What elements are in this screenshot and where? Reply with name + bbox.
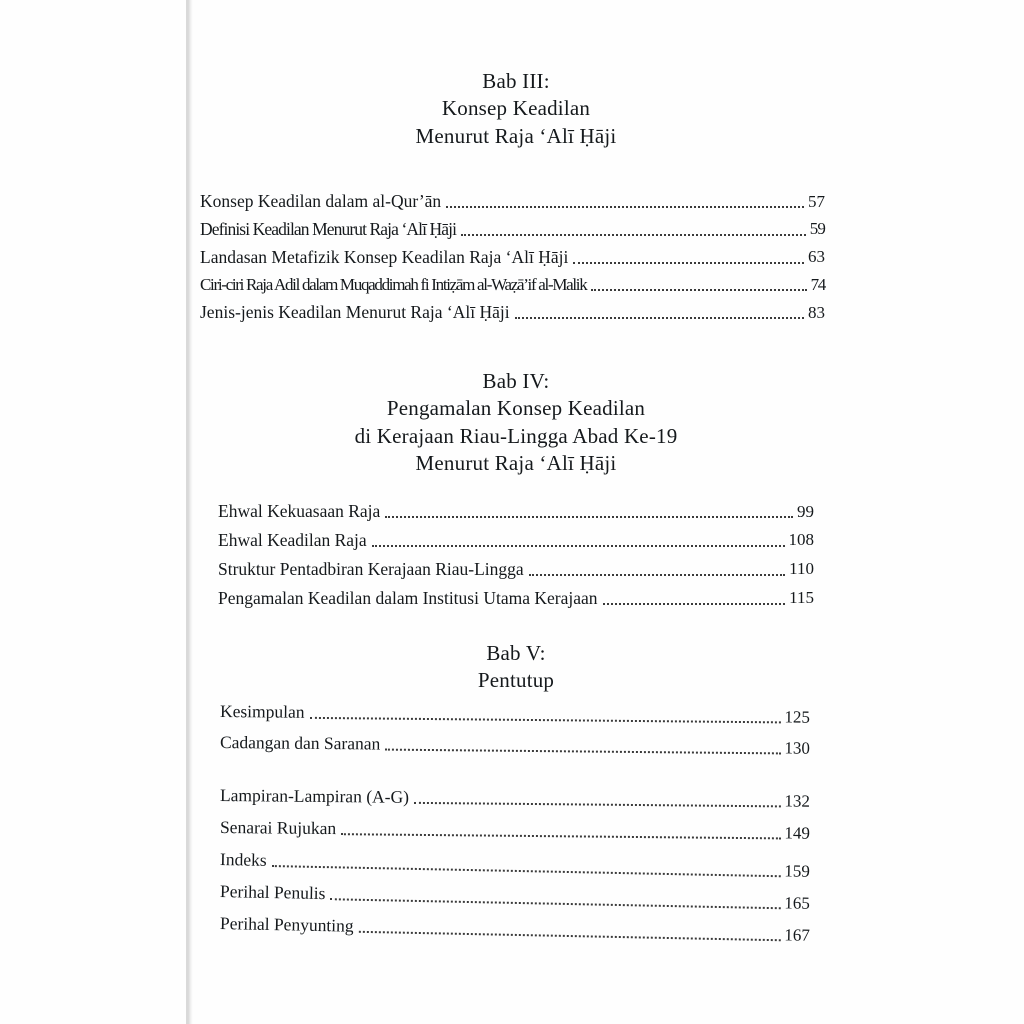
toc-entry-page: 159 (784, 860, 811, 881)
chapter-heading-line: Menurut Raja ‘Alī Ḥāji (415, 123, 617, 148)
toc-leader-dots (385, 515, 793, 518)
toc-list-bab-5 (220, 702, 810, 764)
chapter-heading-bab-5 (196, 640, 836, 695)
toc-entry-title: Landasan Metafizik Konsep Keadilan Raja ‘Alī Ḥāji (200, 246, 569, 267)
toc-list-back-matter (220, 786, 810, 945)
toc-entry-title: Definisi Keadilan Menurut Raja ‘Alī Ḥāji (200, 218, 457, 239)
chapter-heading-bab-3 (196, 68, 836, 150)
toc-entry[interactable] (200, 220, 825, 239)
chapter-heading-bab-4 (196, 368, 836, 477)
chapter-heading-line: Konsep Keadilan (441, 96, 591, 121)
toc-entry[interactable] (218, 560, 814, 579)
toc-entry-title: Cadangan dan Saranan (219, 731, 381, 754)
toc-entry-page: 149 (784, 822, 811, 843)
toc-entry-title: Perihal Penyunting (219, 912, 354, 936)
toc-entry-title: Pengamalan Keadilan dalam Institusi Utama Kerajaan (218, 587, 598, 608)
toc-leader-dots (272, 864, 781, 877)
chapter-heading-line: Menurut Raja ‘Alī Ḥāji (415, 450, 617, 475)
toc-leader-dots (414, 801, 780, 808)
chapter-heading-line: Pengamalan Konsep Keadilan (386, 396, 646, 421)
toc-entry[interactable] (200, 192, 825, 211)
toc-leader-dots (385, 747, 780, 754)
toc-list-bab-3 (200, 192, 825, 331)
toc-entry-page: 125 (784, 706, 811, 727)
toc-entry-title: Ciri-ciri Raja Adil dalam Muqaddimah fi Intiẓām al-Waẓā’if al-Malik (200, 274, 587, 294)
toc-leader-dots (591, 288, 806, 291)
toc-entry-page: 132 (784, 790, 811, 811)
toc-leader-dots (330, 897, 780, 909)
toc-entry-page: 108 (788, 530, 814, 550)
toc-entry-page: 165 (784, 892, 811, 913)
toc-entry-title: Jenis-jenis Keadilan Menurut Raja ‘Alī Ḥāji (200, 302, 510, 323)
toc-entry-title: Perihal Penulis (219, 880, 326, 903)
toc-entry[interactable] (218, 502, 814, 521)
toc-entry[interactable] (218, 589, 814, 608)
toc-entry-page: 167 (784, 924, 811, 944)
toc-entry[interactable] (218, 531, 814, 550)
toc-leader-dots (603, 602, 786, 605)
toc-leader-dots (446, 205, 804, 208)
toc-leader-dots (310, 716, 781, 724)
toc-entry[interactable] (200, 276, 825, 294)
toc-leader-dots (461, 233, 806, 236)
toc-entry-page: 115 (789, 588, 814, 608)
toc-entry-page: 110 (789, 559, 814, 579)
toc-entry-page: 130 (784, 737, 811, 758)
toc-entry-title: Senarai Rujukan (219, 816, 337, 839)
toc-entry-page: 63 (808, 247, 825, 267)
toc-entry[interactable] (220, 914, 810, 945)
toc-entry-page: 83 (808, 302, 825, 322)
toc-entry-page: 57 (808, 191, 825, 211)
toc-entry-page: 59 (809, 219, 825, 239)
toc-entry[interactable] (220, 882, 810, 913)
toc-leader-dots (341, 832, 780, 839)
toc-entry[interactable] (200, 303, 825, 322)
toc-entry-title: Kesimpulan (219, 701, 305, 722)
toc-leader-dots (359, 929, 781, 940)
toc-entry[interactable] (220, 733, 810, 758)
chapter-heading-line: Bab III: (482, 69, 550, 93)
toc-entry-page: 99 (797, 501, 814, 521)
toc-leader-dots (372, 544, 785, 547)
toc-entry[interactable] (220, 850, 810, 881)
toc-entry[interactable] (220, 818, 810, 843)
toc-entry[interactable] (220, 702, 810, 727)
toc-entry-page: 74 (810, 274, 825, 294)
toc-entry-title: Ehwal Keadilan Raja (218, 529, 367, 550)
chapter-heading-line: Pentutup (477, 668, 555, 693)
toc-entry-title: Lampiran-Lampiran (A-G) (219, 785, 410, 807)
toc-entry[interactable] (220, 786, 810, 811)
toc-leader-dots (529, 573, 785, 576)
chapter-heading-line: Bab IV: (482, 369, 550, 393)
toc-entry-title: Indeks (219, 848, 267, 870)
toc-entry[interactable] (200, 248, 825, 267)
toc-leader-dots (573, 261, 804, 264)
page-gutter-shadow (188, 0, 193, 1024)
toc-entry-title: Konsep Keadilan dalam al-Qur’ān (200, 191, 442, 211)
toc-entry-title: Ehwal Kekuasaan Raja (218, 501, 381, 521)
toc-content (196, 0, 836, 1024)
chapter-heading-line: Bab V: (486, 641, 546, 665)
toc-entry-title: Struktur Pentadbiran Kerajaan Riau-Lingga (218, 558, 524, 579)
toc-list-bab-4 (218, 502, 814, 618)
chapter-heading-line: di Kerajaan Riau-Lingga Abad Ke-19 (354, 423, 678, 448)
toc-leader-dots (515, 316, 804, 319)
